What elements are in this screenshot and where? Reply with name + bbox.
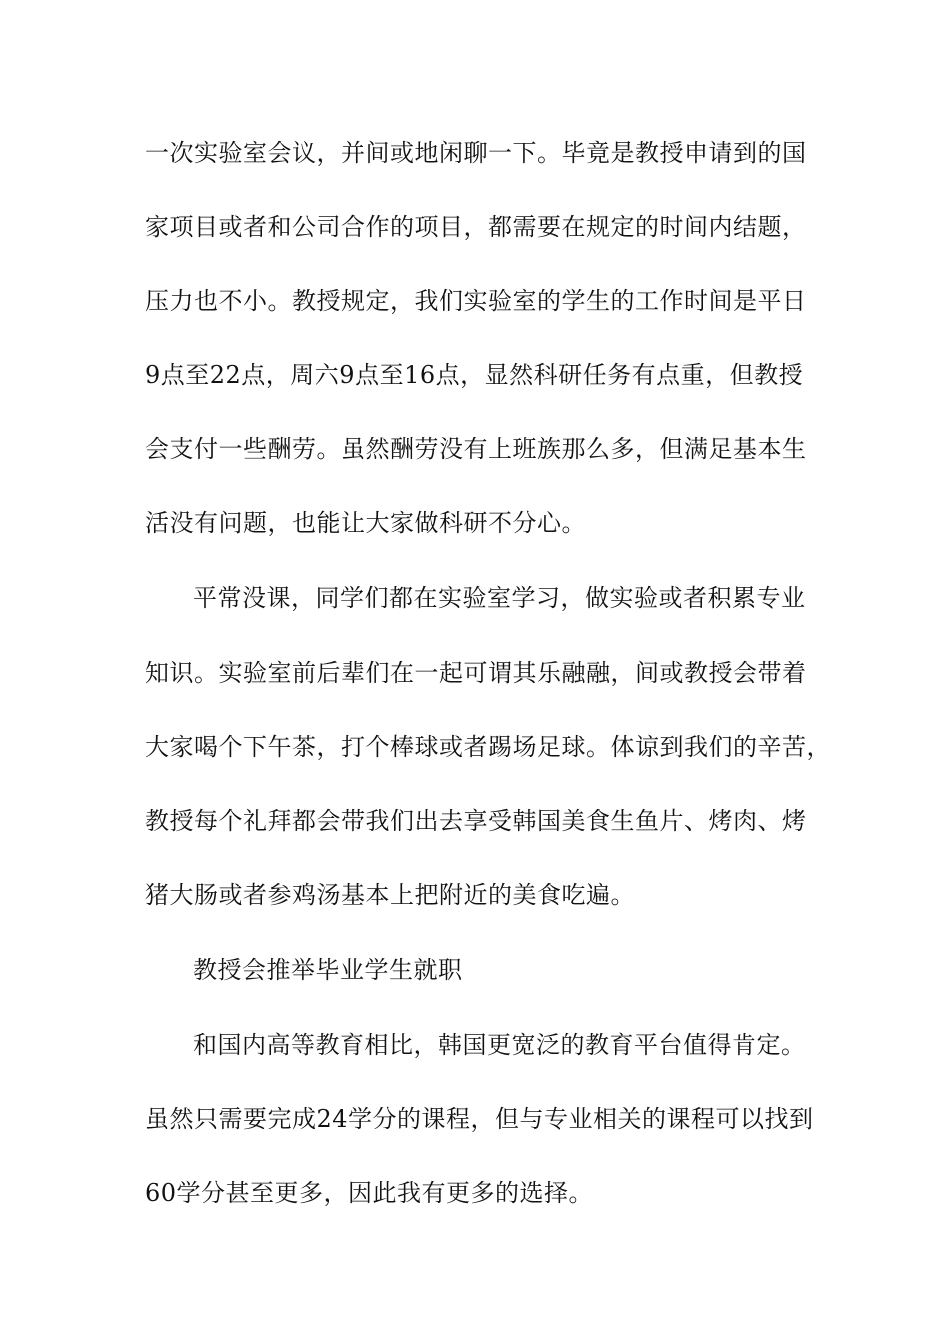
paragraph-line: 9点至22点，周六9点至16点，显然科研任务有点重，但教授 [145, 361, 804, 389]
paragraph-line: 压力也不小。教授规定，我们实验室的学生的工作时间是平日 [145, 287, 807, 315]
paragraph-line: 家项目或者和公司合作的项目，都需要在规定的时间内结题， [145, 213, 807, 241]
paragraph-line: 会支付一些酬劳。虽然酬劳没有上班族那么多，但满足基本生 [145, 435, 807, 463]
paragraph-line: 大家喝个下午茶，打个棒球或者踢场足球。体谅到我们的辛苦， [145, 733, 831, 761]
section-heading: 教授会推举毕业学生就职 [193, 956, 463, 984]
paragraph-line: 60学分甚至更多，因此我有更多的选择。 [145, 1179, 594, 1207]
paragraph-line: 教授每个礼拜都会带我们出去享受韩国美食生鱼片、烤肉、烤 [145, 807, 807, 835]
paragraph-line: 活没有问题，也能让大家做科研不分心。 [145, 509, 586, 537]
paragraph-line: 平常没课，同学们都在实验室学习，做实验或者积累专业 [193, 584, 806, 612]
paragraph-line: 和国内高等教育相比，韩国更宽泛的教育平台值得肯定。 [193, 1031, 806, 1059]
paragraph-line: 虽然只需要完成24学分的课程，但与专业相关的课程可以找到 [145, 1105, 814, 1133]
paragraph-line: 知识。实验室前后辈们在一起可谓其乐融融，间或教授会带着 [145, 659, 807, 687]
paragraph-line: 猪大肠或者参鸡汤基本上把附近的美食吃遍。 [145, 881, 635, 909]
paragraph-line: 一次实验室会议，并间或地闲聊一下。毕竟是教授申请到的国 [145, 139, 807, 167]
